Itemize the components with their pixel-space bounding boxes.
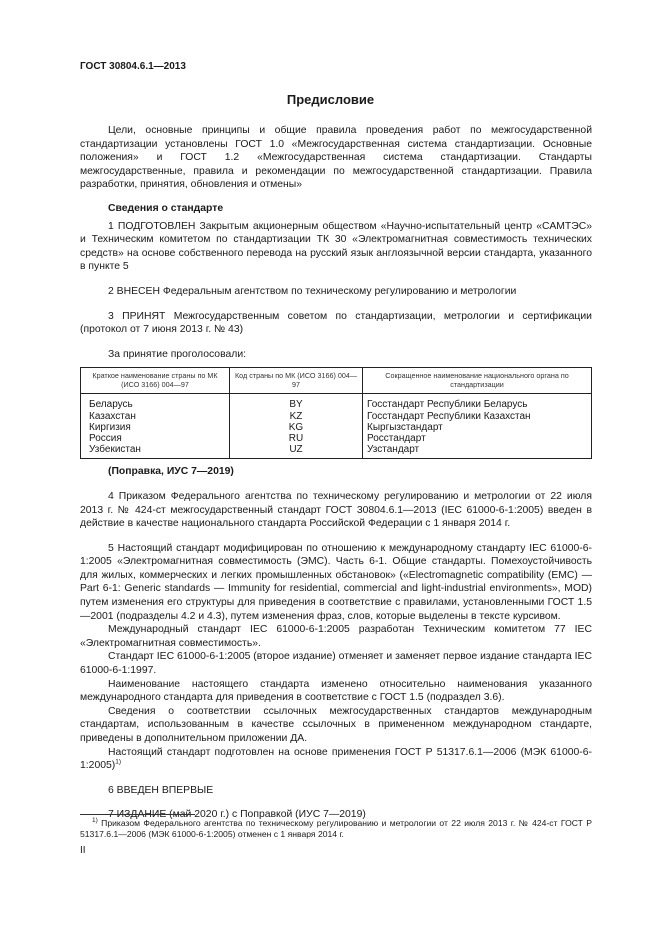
voted-label: За принятие проголосовали: xyxy=(108,348,247,360)
table-cell-country: Узбекистан xyxy=(81,444,230,459)
table-cell-country: Киргизия xyxy=(81,422,230,433)
footnote-reference[interactable]: 1) xyxy=(115,758,122,766)
table-row xyxy=(81,422,592,433)
item-5-paragraph-e xyxy=(80,746,592,773)
table-cell-code: RU xyxy=(230,433,363,444)
table-header-row xyxy=(81,368,592,394)
page-number: II xyxy=(80,845,86,856)
item-5-paragraph-c: Наименование настоящего стандарта изменено относительно наименования указанного международного стандарта для приведения в соответствие с ГОСТ 1.5 (подраздел 3.6). xyxy=(80,678,592,704)
footnote-text: Приказом Федерального агентства по техническому регулированию и метрологии от 22 июля 2013 г. № 424-ст ГОСТ Р 51317.6.1—2006 (МЭК 61000-6-1:2005) отменен с 1 января 2014 г. xyxy=(80,818,593,839)
table-cell-code: BY xyxy=(230,394,363,411)
item-5-paragraph-b: Стандарт IEC 61000-6-1:2005 (второе издание) отменяет и заменяет первое издание стандарта IEC 61000-6-1:1997. xyxy=(80,651,592,677)
intro-paragraph: Цели, основные принципы и общие правила проведения работ по межгосударственной стандартизации установлены ГОСТ 1.0 «Межгосударственная система стандартизации. Основные положения» и ГОСТ 1.2 «Межгосударственная система стандартизации. Стандарты межгосударственные, правила и рекомендации по межгосударственной стандартизации. Правила разработки, принятия, обновления и отмены» xyxy=(80,125,592,191)
document-body xyxy=(80,124,592,825)
item-6-paragraph: 6 ВВЕДЕН ВПЕРВЫЕ xyxy=(108,784,214,796)
table-cell-code: KZ xyxy=(230,411,363,422)
table-cell-body: Кыргызстандарт xyxy=(363,422,592,433)
table-cell-country: Казахстан xyxy=(81,411,230,422)
table-row xyxy=(81,444,592,459)
table-cell-body: Росстандарт xyxy=(363,433,592,444)
item-7-paragraph: 7 ИЗДАНИЕ (май 2020 г.) с Поправкой (ИУС 7—2019) xyxy=(108,809,366,821)
countries-table xyxy=(80,367,592,459)
item-5-paragraph: 5 Настоящий стандарт модифицирован по отношению к международному стандарту IEC 61000-6-1:2005 «Электромагнитная совместимость (ЭМС). Часть 6-1. Общие стандарты. Помехоустойчивость для жилых, коммерческих и легких промышленных обстановок» («Electromagnetic compatibility (EMC) — Part 6-1: Generic standards — Immunity for residential, commercial and light-industrial environments», MOD) путем изменения его структуры для приведения в соответствие с правилами, установленными ГОСТ 1.5—2001 (подразделы 4.2 и 4.3), путем изменения фраз, слов, которые выделены в тексте курсивом. xyxy=(80,542,592,622)
table-row xyxy=(81,411,592,422)
item-4-paragraph: 4 Приказом Федерального агентства по техническому регулированию и метрологии от 22 июля 2013 г. № 424-ст межгосударственный стандарт ГОСТ 30804.6.1—2013 (IEC 61000-6-1:2005) введен в действие в качестве национального стандарта Российской Федерации с 1 января 2014 г. xyxy=(80,490,592,530)
section-heading: Сведения о стандарте xyxy=(108,202,224,214)
table-row xyxy=(81,433,592,444)
item-5-paragraph-e-text: Настоящий стандарт подготовлен на основе применения ГОСТ Р 51317.6.1—2006 (МЭК 61000-6-1:2005) xyxy=(80,746,592,772)
footnote xyxy=(80,818,592,840)
item-3-paragraph: 3 ПРИНЯТ Межгосударственным советом по стандартизации, метрологии и сертификации (протокол от 7 июня 2013 г. № 43) xyxy=(80,310,592,336)
table-cell-body: Узстандарт xyxy=(363,444,592,459)
item-5-paragraph-d: Сведения о соответствии ссылочных межгосударственных стандартов международным стандартам, использованным в качестве ссылочных в примененном международном стандарте, приведены в дополнительном приложении ДА. xyxy=(80,705,592,745)
table-cell-country: Беларусь xyxy=(81,394,230,411)
item-1-paragraph: 1 ПОДГОТОВЛЕН Закрытым акционерным обществом «Научно-испытательный центр «САМТЭС» и Техническим комитетом по стандартизации ТК 30 «Электромагнитная совместимость технических средств» на основе собственного перевода на русский язык англоязычной версии стандарта, указанного в пункте 5 xyxy=(80,220,592,273)
footnote-marker: 1) xyxy=(92,817,98,825)
table-cell-country: Россия xyxy=(81,433,230,444)
table-cell-code: UZ xyxy=(230,444,363,459)
page-title: Предисловие xyxy=(286,92,375,107)
document-header: ГОСТ 30804.6.1—2013 xyxy=(80,61,186,72)
amendment-note: (Поправка, ИУС 7—2019) xyxy=(108,466,234,478)
table-cell-body: Госстандарт Республики Беларусь xyxy=(363,394,592,411)
table-header-country: Краткое наименование страны по МК (ИСО 3166) 004—97 xyxy=(81,368,230,394)
table-header-body: Сокращенное наименование национального органа по стандартизации xyxy=(363,368,592,394)
table-header-code: Код страны по МК (ИСО 3166) 004—97 xyxy=(230,368,363,394)
footnote-separator xyxy=(80,814,195,815)
table-cell-body: Госстандарт Республики Казахстан xyxy=(363,411,592,422)
table-body xyxy=(81,394,592,459)
item-2-paragraph: 2 ВНЕСЕН Федеральным агентством по техническому регулированию и метрологии xyxy=(108,285,517,297)
table-row xyxy=(81,394,592,411)
item-5-paragraph-a: Международный стандарт IEC 61000-6-1:2005 разработан Техническим комитетом 77 IEC «Электромагнитная совместимость». xyxy=(80,624,592,649)
table-cell-code: KG xyxy=(230,422,363,433)
